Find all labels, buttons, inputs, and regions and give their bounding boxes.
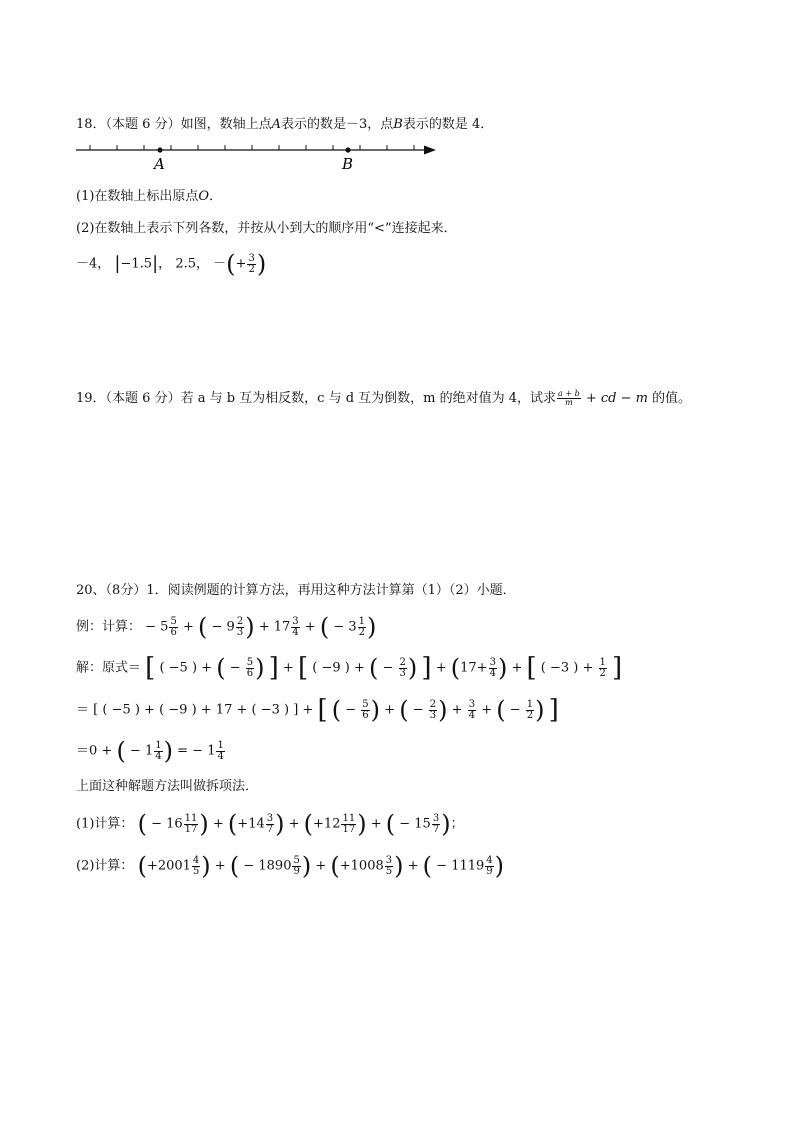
q18-part2: (2)在数轴上表示下列各数，并按从小到大的顺序用“<”连接起来． — [76, 221, 457, 236]
q18-numbers: －4， |−1.5|， 2.5， －(+ $\frac{3}{2}$ ) — [76, 250, 267, 278]
number-line — [0, 140, 794, 190]
q20-part1: (1)计算： ( − 16 $\frac{11}{17}$ ) + (+14 $\frac{3}{7}$ ) + (+12 $\frac{11}{17}$ ) + ( − 15 $\frac{3}{7}$ )； — [76, 810, 464, 838]
q20-header: 20、（8分）1．阅读例题的计算方法，再用这种方法计算第（1）（2）小题． — [76, 583, 516, 598]
q19-text: 19．（本题 6 分）若 a 与 b 互为相反数，c 与 d 互为倒数，m 的绝对值为 4，试求 $\frac{a + b}{m}$ + cd − m 的值。 — [76, 389, 692, 407]
q20-solution-line3: ＝0 + ( − 1 $\frac{1}{4}$ ) = − 1 $\frac{1}{4}$ — [76, 737, 224, 765]
number-line-ticks — [90, 145, 414, 150]
q20-part2: (2)计算： (+2001 $\frac{4}{5}$ ) + ( − 1890 $\frac{5}{9}$ ) + (+1008 $\frac{3}{5}$ ) + ( − 1119 $\frac{4}{9}$ ) — [76, 852, 505, 880]
q20-example: 例：计算： − 5 $\frac{5}{6}$ + ( − 9 $\frac{2}{3}$ ) + 17 $\frac{3}{4}$ + ( − 3 $\frac{1}{2}$ ) — [76, 613, 377, 641]
point-a-label: A — [154, 155, 165, 173]
q20-solution-line2: ＝ [ ( −5 ) + ( −9 ) + 17 + ( −3 ) ] + [ ( − $\frac{5}{6}$ ) + ( − $\frac{2}{3}$ ) + $\frac{3}{4}$ + ( − $\frac{1}{2}$ ) ] — [76, 695, 559, 725]
number-line-arrow — [424, 146, 436, 155]
q18-part1: (1)在数轴上标出原点O． — [76, 189, 223, 204]
point-b-dot — [345, 147, 350, 152]
fraction-a-plus-b-over-m: $\frac{a + b}{m}$ — [558, 389, 580, 407]
q18-header: 18．（本题 6 分）如图，数轴上点A表示的数是－3，点B表示的数是 4． — [76, 117, 494, 132]
point-a-dot — [157, 147, 162, 152]
fraction: $\frac{3}{2}$ — [248, 252, 255, 275]
point-b-label: B — [342, 155, 354, 173]
q20-solution-line1: 解：原式＝ [ ( −5 ) + ( − $\frac{5}{6}$ ) ] + [ ( −9 ) + ( − $\frac{2}{3}$ ) ] + (17+ $\frac{3}{4}$ ) + [ ( −3 ) + $\frac{1}{2}$ ] — [76, 653, 623, 683]
q20-conclusion: 上面这种解题方法叫做拆项法． — [76, 779, 259, 794]
